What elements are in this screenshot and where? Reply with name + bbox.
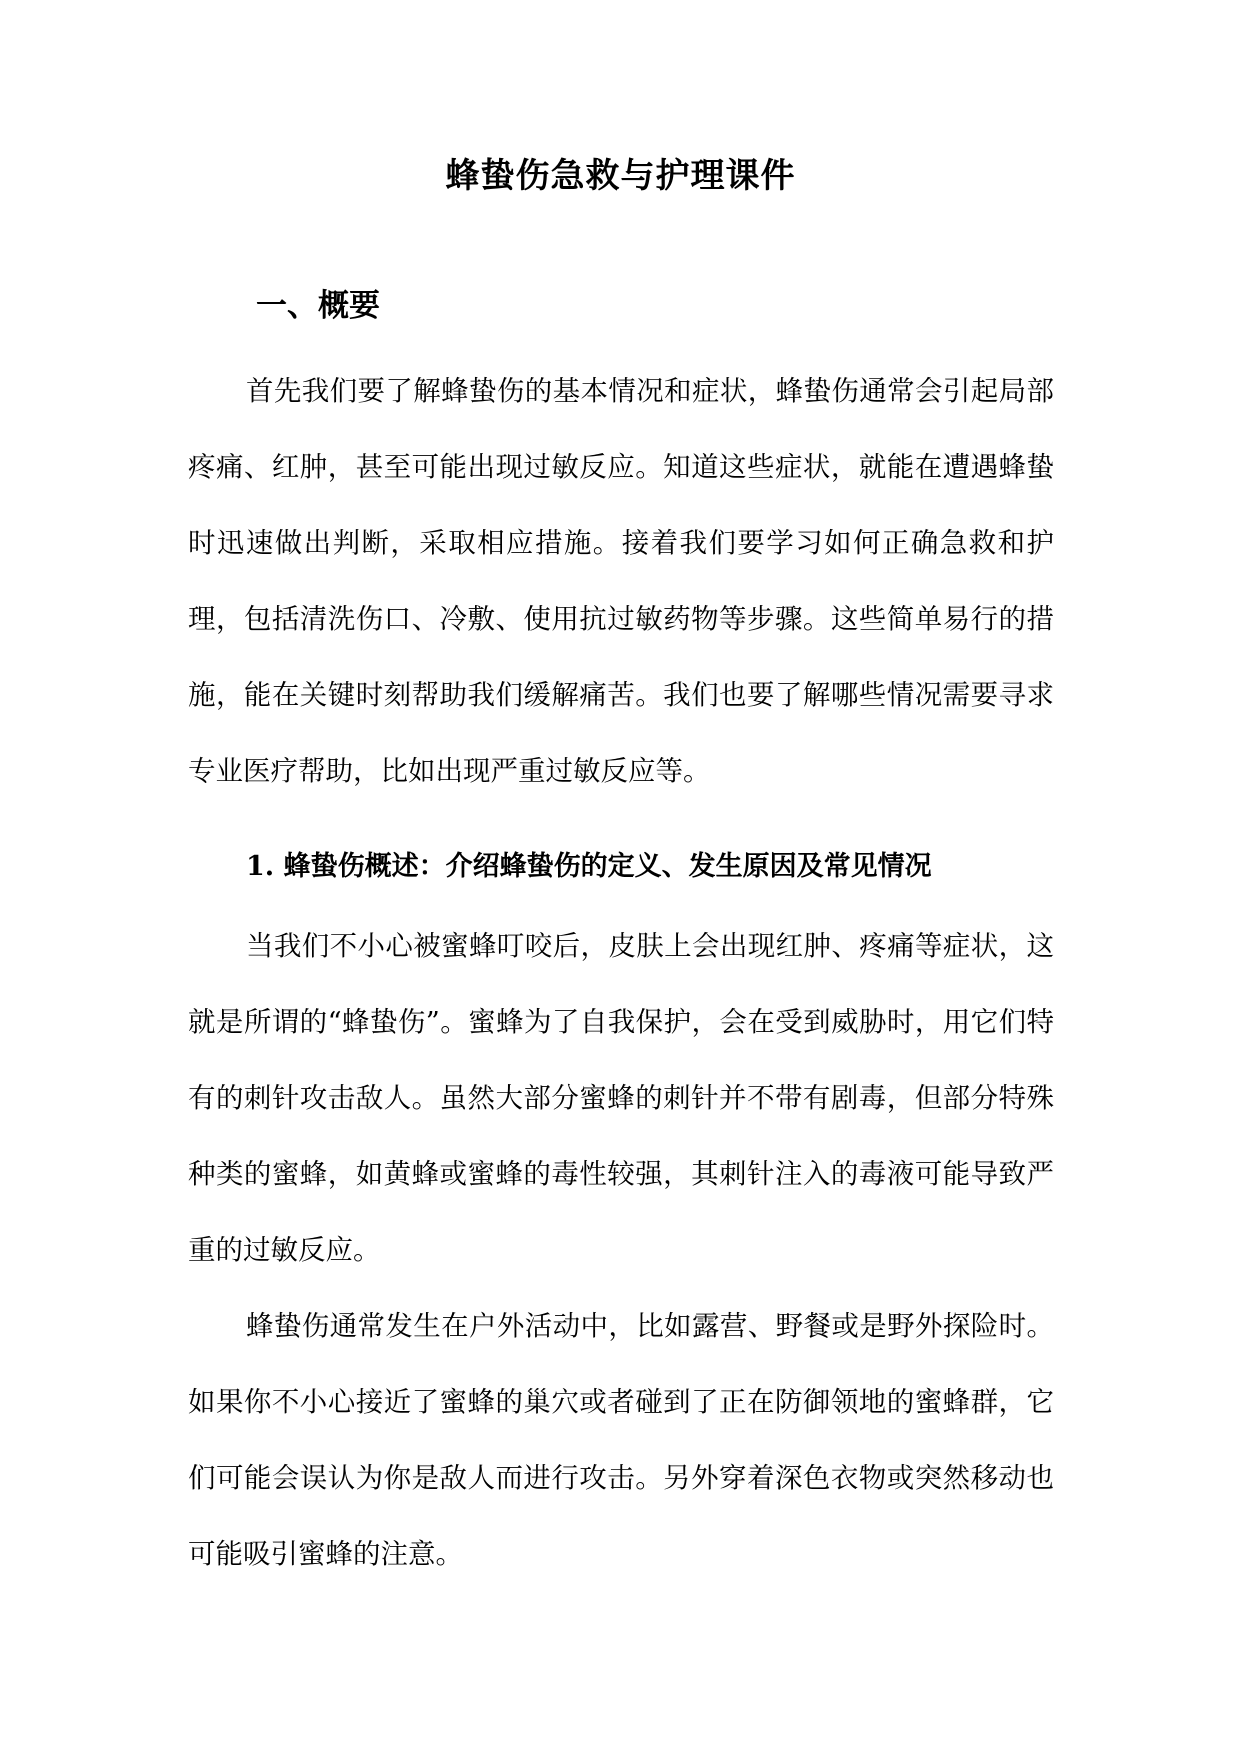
subsection-heading-bee-sting-overview: 1. 蜂蛰伤概述：介绍蜂蛰伤的定义、发生原因及常见情况 [246,851,932,882]
body-paragraph-causes: 蜂蛰伤通常发生在户外活动中，比如露营、野餐或是野外探险时。如果你不小心接近了蜜蜂的巢穴或者碰到了正在防御领地的蜜蜂群，它们可能会误认为你是敌人而进行攻击。另外穿着深色衣物或突然移动也可能吸引蜜蜂的注意。 [188,1310,1054,1570]
body-paragraph-definition: 当我们不小心被蜜蜂叮咬后，皮肤上会出现红肿、疼痛等症状，这就是所谓的“蜂蛰伤”。蜜蜂为了自我保护，会在受到威胁时，用它们特有的刺针攻击敌人。虽然大部分蜜蜂的刺针并不带有剧毒，但部分特殊种类的蜜蜂，如黄蜂或蜜蜂的毒性较强，其刺针注入的毒液可能导致严重的过敏反应。 [188,930,1054,1266]
overview-paragraph: 首先我们要了解蜂蛰伤的基本情况和症状，蜂蛰伤通常会引起局部疼痛、红肿，甚至可能出现过敏反应。知道这些症状，就能在遭遇蜂蛰时迅速做出判断，采取相应措施。接着我们要学习如何正确急救和护理，包括清洗伤口、冷敷、使用抗过敏药物等步骤。这些简单易行的措施，能在关键时刻帮助我们缓解痛苦。我们也要了解哪些情况需要寻求专业医疗帮助，比如出现严重过敏反应等。 [188,375,1054,787]
document-title: 蜂蛰伤急救与护理课件 [445,156,796,196]
section-heading-overview: 一、概要 [256,288,380,324]
